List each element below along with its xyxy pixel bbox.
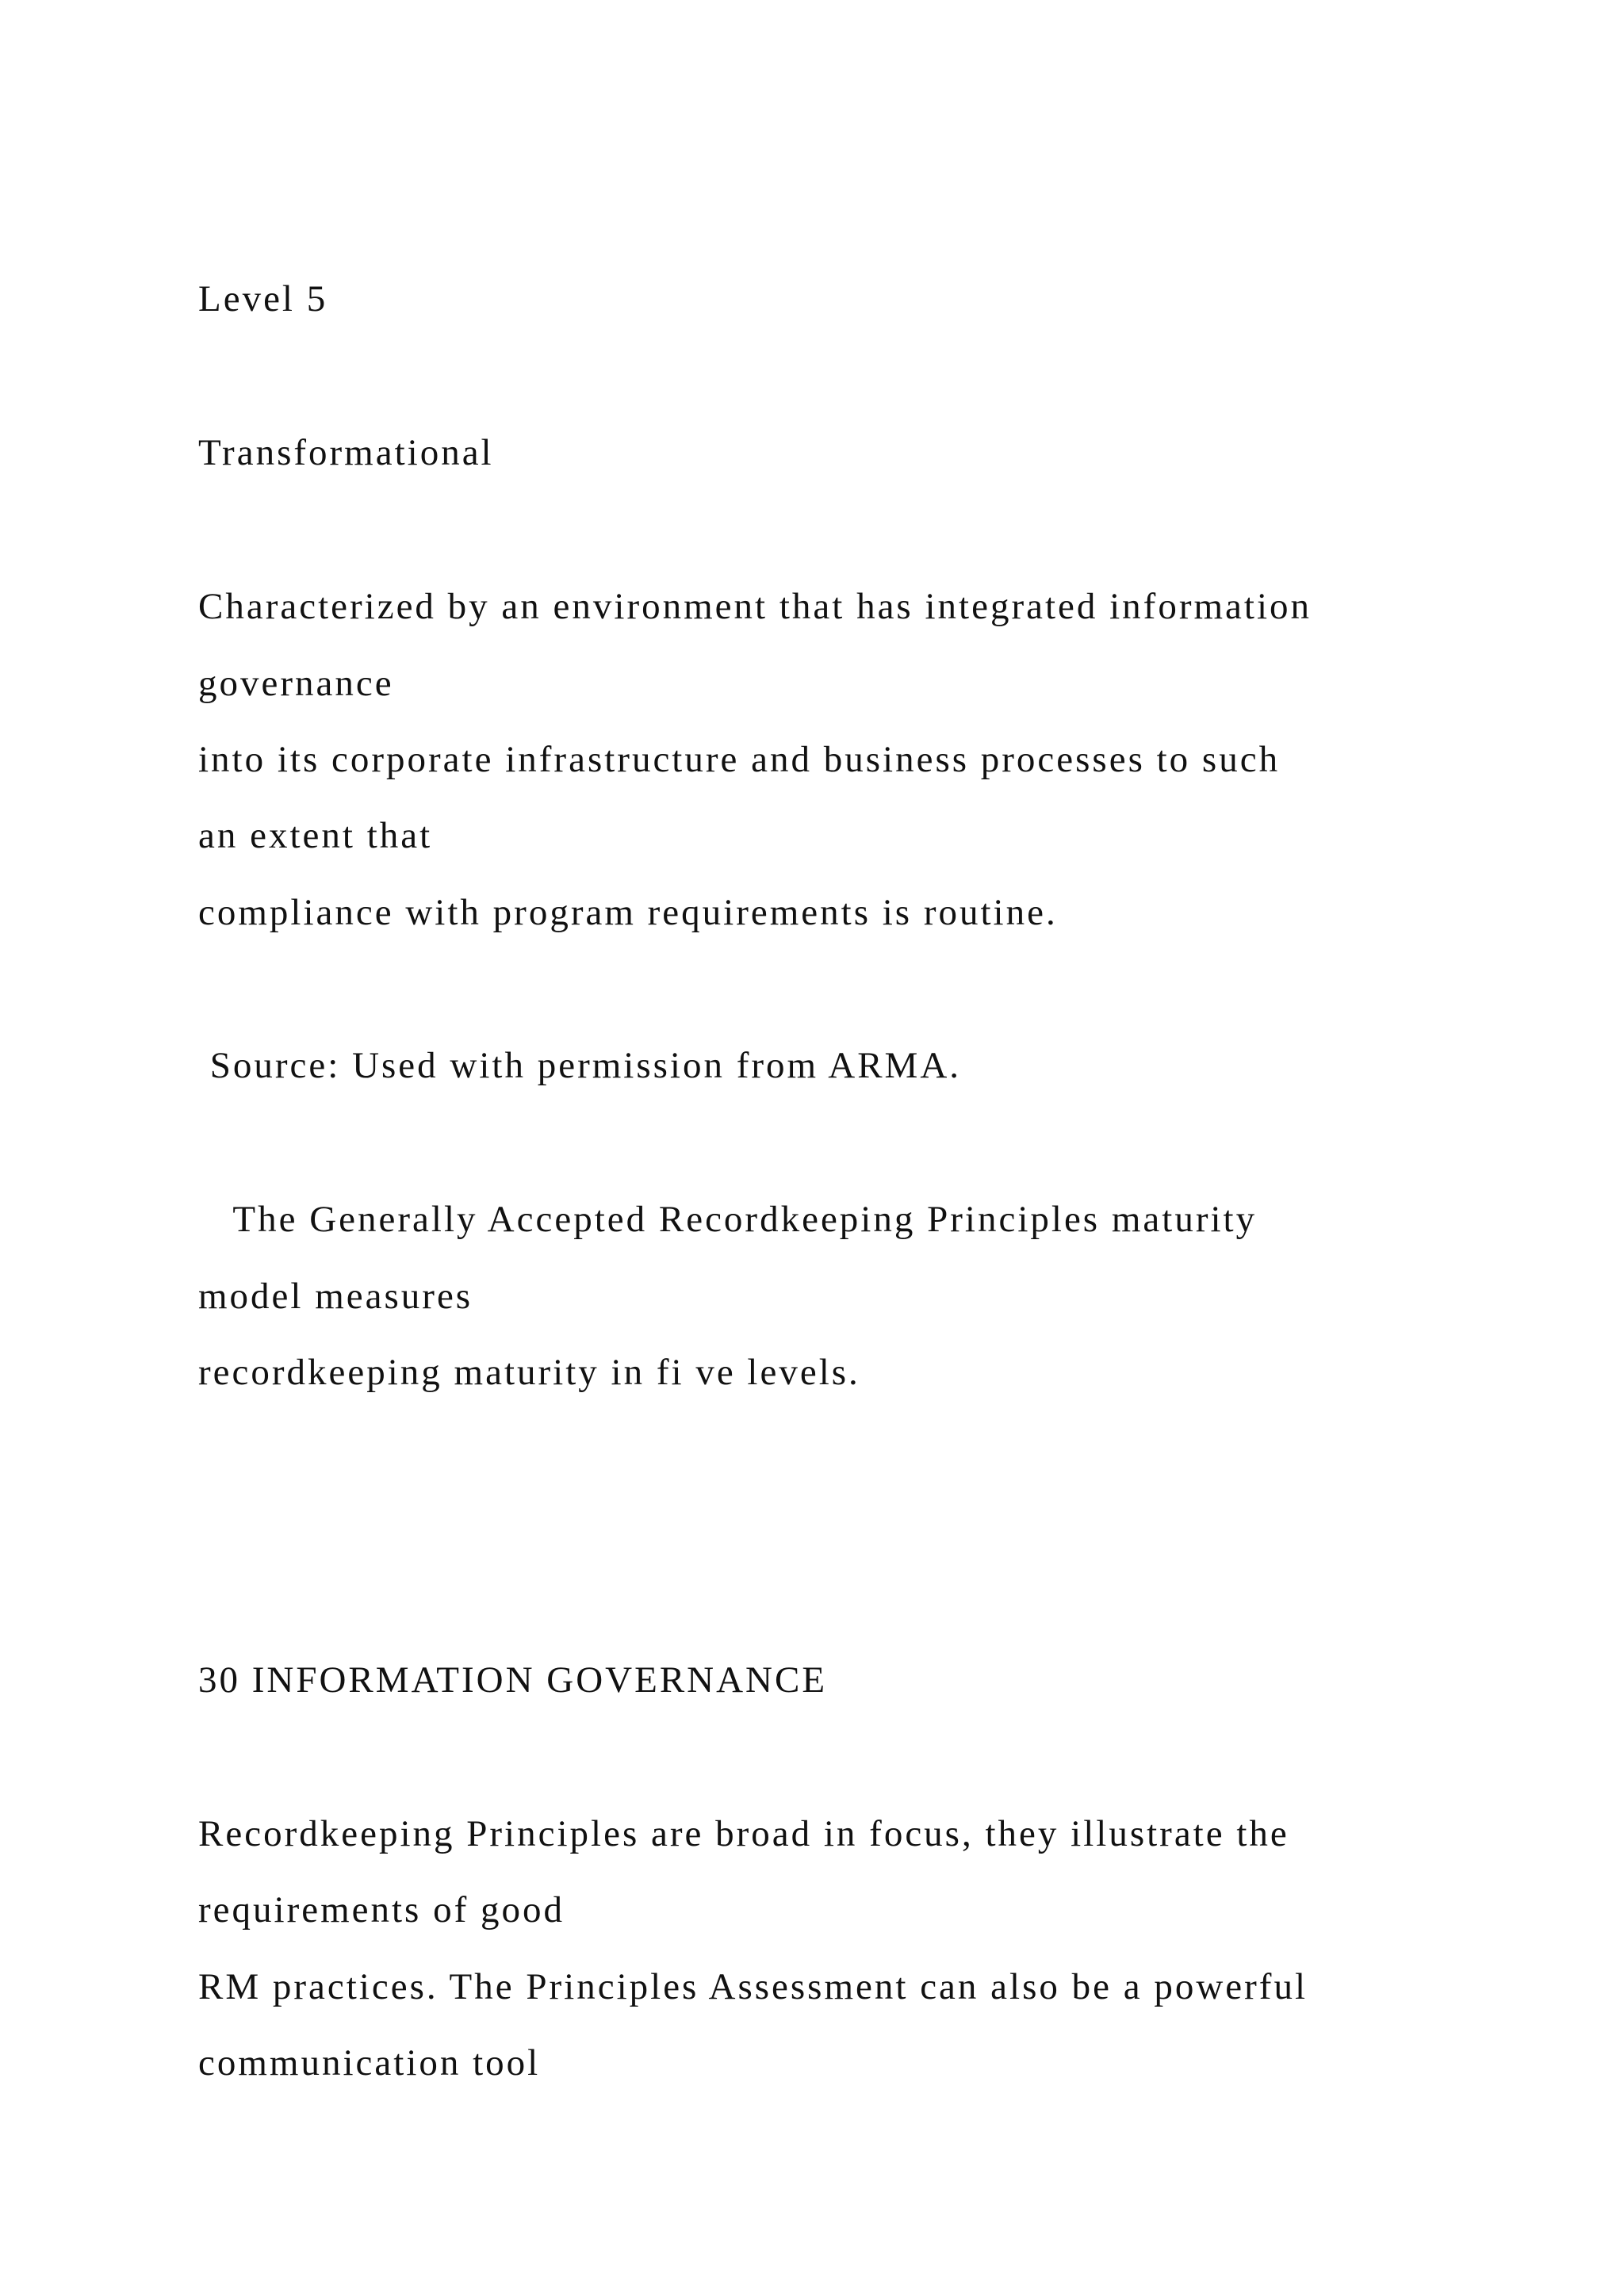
caption-line: The Generally Accepted Recordkeeping Principles maturity <box>198 1199 1258 1240</box>
description-line: governance <box>198 663 394 704</box>
level-name: Transformational <box>198 432 494 473</box>
body-line: requirements of good <box>198 1889 565 1931</box>
body-line: Recordkeeping Principles are broad in focus, they illustrate the <box>198 1813 1289 1854</box>
caption-line: model measures <box>198 1276 473 1317</box>
body-line: communication tool <box>198 2042 541 2084</box>
level-heading: Level 5 <box>198 278 328 320</box>
description-line: into its corporate infrastructure and business processes to such <box>198 739 1281 780</box>
body-line: RM practices. The Principles Assessment can also be a powerful <box>198 1966 1308 2007</box>
description-line: compliance with program requirements is routine. <box>198 892 1058 933</box>
description-line: Characterized by an environment that has integrated information <box>198 586 1312 627</box>
description-line: an extent that <box>198 815 433 856</box>
running-header: 30 INFORMATION GOVERNANCE <box>198 1659 828 1701</box>
source-note: Source: Used with permission from ARMA. <box>198 1045 962 1086</box>
caption-line: recordkeeping maturity in fi ve levels. <box>198 1352 860 1393</box>
